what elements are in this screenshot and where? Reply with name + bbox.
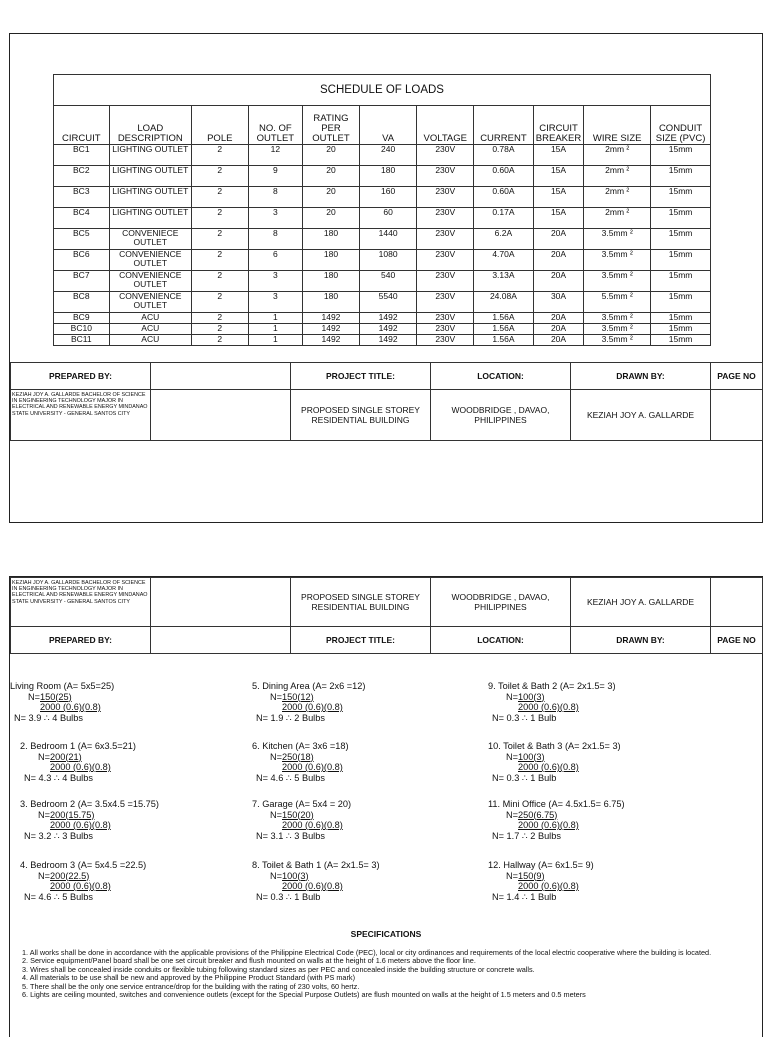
specification-item: 6. Lights are ceiling mounted, switches and convenience outlets (except for the Special Purpose Outlets) are flush mounted on walls at the height of 1.5 meters and 0.5 meters: [22, 990, 586, 1000]
specification-item: 1. All works shall be done in accordance with the applicable provisions of the Philippine Electrical Code (PEC), local or city ordinances and requirements of the local electric cooperative where the building is located.: [22, 948, 712, 957]
calculation-denominator: 2000 (0.6)(0.8): [282, 702, 343, 712]
calculation-result: N= 3.2 ∴ 3 Bulbs: [24, 830, 93, 841]
calculation-result: N= 3.9 ∴ 4 Bulbs: [14, 712, 83, 723]
drawn-by-label: DRAWN BY:: [571, 627, 711, 654]
table-cell: BC3: [54, 187, 110, 208]
table-cell: 15mm: [651, 335, 711, 346]
table-cell: 3: [248, 208, 303, 229]
table-cell: ACU: [109, 313, 191, 324]
table-cell: 230V: [417, 166, 474, 187]
calculation-title: 8. Toilet & Bath 1 (A= 2x1.5= 3): [252, 860, 380, 870]
calculation-numerator: 250(18): [282, 751, 314, 762]
table-cell: BC4: [54, 208, 110, 229]
table-cell: 15A: [533, 166, 583, 187]
table-cell: 15mm: [651, 271, 711, 292]
calculation-title: 12. Hallway (A= 6x1.5= 9): [488, 860, 594, 870]
calculation-denominator: 2000 (0.6)(0.8): [518, 702, 579, 712]
table-cell: CONVENIENCE OUTLET: [109, 271, 191, 292]
calculation-result: N= 0.3 ∴ 1 Bulb: [492, 712, 557, 723]
table-cell: BC7: [54, 271, 110, 292]
table-cell: 0.60A: [474, 166, 534, 187]
table-cell: 3.5mm ²: [584, 313, 651, 324]
drawn-by: KEZIAH JOY A. GALLARDE: [571, 390, 711, 441]
table-cell: 15mm: [651, 208, 711, 229]
calculation-numerator-line: N=250(6.75): [506, 809, 558, 820]
column-header: WIRE SIZE: [584, 106, 651, 145]
table-cell: 2: [191, 187, 248, 208]
location: WOODBRIDGE , DAVAO, PHILIPPINES: [431, 390, 571, 441]
table-row: [54, 208, 711, 229]
table-cell: 2: [191, 145, 248, 166]
table-cell: 20A: [533, 335, 583, 346]
table-cell: 1492: [303, 324, 360, 335]
table-cell: 1492: [303, 335, 360, 346]
table-cell: 2: [191, 208, 248, 229]
title-block-2: [10, 577, 763, 654]
table-cell: 1492: [359, 313, 417, 324]
calculation-sheet: [9, 576, 763, 1037]
calculation-result: N= 3.1 ∴ 3 Bulbs: [256, 830, 325, 841]
specification-item: 2. Service equipment/Panel board shall be one set circuit breaker and flush mounted on walls at the height of 1.6 meters above the floor line.: [22, 956, 476, 966]
location: WOODBRIDGE , DAVAO, PHILIPPINES: [431, 578, 571, 627]
calculation-title: 6. Kitchen (A= 3x6 =18): [252, 741, 349, 751]
table-cell: 5.5mm ²: [584, 292, 651, 313]
table-cell: 3.5mm ²: [584, 324, 651, 335]
drawn-by-label: DRAWN BY:: [571, 363, 711, 390]
table-cell: 15mm: [651, 313, 711, 324]
table-row: [54, 313, 711, 324]
specification-item: 5. There shall be the only one service entrance/drop for the building with the rating of 230 volts, 60 hertz.: [22, 981, 360, 991]
page-no: [711, 578, 763, 627]
column-header: VA: [359, 106, 417, 145]
table-cell: 20: [303, 187, 360, 208]
column-header: CIRCUIT BREAKER: [533, 106, 583, 145]
table-cell: BC2: [54, 166, 110, 187]
table-cell: LIGHTING OUTLET: [109, 166, 191, 187]
calculation-block: [252, 741, 349, 783]
calculation-denominator: 2000 (0.6)(0.8): [50, 820, 111, 830]
table-row: [54, 292, 711, 313]
table-cell: 24.08A: [474, 292, 534, 313]
calculation-result: N= 0.3 ∴ 1 Bulb: [256, 891, 321, 902]
table-cell: 9: [248, 166, 303, 187]
schedule-title: SCHEDULE OF LOADS: [54, 75, 711, 106]
column-header: CONDUIT SIZE (PVC): [651, 106, 711, 145]
table-cell: 20: [303, 145, 360, 166]
table-cell: 15mm: [651, 324, 711, 335]
calculation-numerator-line: N=100(3): [506, 691, 545, 702]
project-title-label: PROJECT TITLE:: [291, 627, 431, 654]
table-cell: 2: [191, 313, 248, 324]
table-cell: CONVENIENCE OUTLET: [109, 292, 191, 313]
calculation-denominator: 2000 (0.6)(0.8): [50, 762, 111, 772]
table-cell: 15A: [533, 208, 583, 229]
table-cell: 0.17A: [474, 208, 534, 229]
table-cell: 20A: [533, 250, 583, 271]
specifications-title: SPECIFICATIONS: [350, 929, 422, 939]
table-cell: 0.60A: [474, 187, 534, 208]
calculation-denominator: 2000 (0.6)(0.8): [518, 881, 579, 891]
table-cell: 6: [248, 250, 303, 271]
project-title: PROPOSED SINGLE STOREY RESIDENTIAL BUILDING: [291, 578, 431, 627]
preparer-info: KEZIAH JOY A. GALLARDE BACHELOR OF SCIENCE IN ENGINEERING TECHNOLOGY MAJOR IN ELECTRICAL AND RENEWABLE ENERGY MINDANAO STATE UNIVERSITY - GENERAL SANTOS CITY: [11, 390, 151, 441]
calculation-result: N= 1.9 ∴ 2 Bulbs: [256, 712, 325, 723]
table-cell: 2: [191, 166, 248, 187]
table-cell: 160: [359, 187, 417, 208]
table-row: [54, 166, 711, 187]
calculation-numerator-line: N=100(3): [270, 870, 309, 881]
location-label: LOCATION:: [431, 627, 571, 654]
table-cell: 240: [359, 145, 417, 166]
table-row: [54, 335, 711, 346]
table-cell: 3.13A: [474, 271, 534, 292]
table-cell: 3: [248, 271, 303, 292]
column-header: NO. OF OUTLET: [248, 106, 303, 145]
table-cell: 230V: [417, 324, 474, 335]
calculation-block: [252, 860, 380, 902]
calculation-numerator-line: N=100(3): [506, 751, 545, 762]
schedule-of-loads-table: [53, 74, 711, 346]
table-cell: 5540: [359, 292, 417, 313]
table-cell: 60: [359, 208, 417, 229]
calculation-title: 7. Garage (A= 5x4 = 20): [252, 799, 352, 809]
calculation-numerator-line: N=150(12): [270, 691, 314, 702]
table-cell: LIGHTING OUTLET: [109, 208, 191, 229]
table-cell: 230V: [417, 208, 474, 229]
column-header: VOLTAGE: [417, 106, 474, 145]
table-cell: BC9: [54, 313, 110, 324]
table-cell: BC5: [54, 229, 110, 250]
table-cell: 2mm ²: [584, 208, 651, 229]
calculation-block: [252, 799, 351, 841]
calculation-numerator: 200(22.5): [50, 870, 90, 881]
table-cell: 230V: [417, 335, 474, 346]
table-cell: 20A: [533, 313, 583, 324]
table-cell: 12: [248, 145, 303, 166]
calculation-result: N= 4.6 ∴ 5 Bulbs: [24, 891, 93, 902]
header-row: [54, 106, 711, 145]
table-cell: 2: [191, 324, 248, 335]
table-cell: 20: [303, 208, 360, 229]
calculation-numerator: 250(6.75): [518, 809, 558, 820]
calculation-denominator: 2000 (0.6)(0.8): [518, 820, 579, 830]
table-cell: 15mm: [651, 292, 711, 313]
table-cell: 1492: [359, 335, 417, 346]
calculation-denominator: 2000 (0.6)(0.8): [282, 881, 343, 891]
table-cell: BC8: [54, 292, 110, 313]
table-cell: BC10: [54, 324, 110, 335]
calculation-title: 5. Dining Area (A= 2x6 =12): [252, 681, 366, 691]
table-cell: 180: [359, 166, 417, 187]
calculation-denominator: 2000 (0.6)(0.8): [518, 762, 579, 772]
table-cell: 4.70A: [474, 250, 534, 271]
column-header: CURRENT: [474, 106, 534, 145]
table-cell: 15mm: [651, 145, 711, 166]
calculation-numerator: 100(3): [518, 751, 545, 762]
calculation-numerator-line: N=150(25): [28, 691, 72, 702]
table-cell: 540: [359, 271, 417, 292]
calculation-numerator-line: N=250(18): [270, 751, 314, 762]
page-no-label: PAGE NO: [711, 363, 763, 390]
table-cell: 15mm: [651, 187, 711, 208]
table-cell: 8: [248, 229, 303, 250]
title-block-1: [10, 362, 763, 441]
table-cell: LIGHTING OUTLET: [109, 187, 191, 208]
table-cell: 20A: [533, 229, 583, 250]
calculation-numerator: 100(3): [518, 691, 545, 702]
calculation-result: N= 0.3 ∴ 1 Bulb: [492, 772, 557, 783]
table-cell: ACU: [109, 335, 191, 346]
table-cell: 230V: [417, 292, 474, 313]
table-cell: 230V: [417, 187, 474, 208]
table-cell: 3.5mm ²: [584, 335, 651, 346]
schedule-sheet: [9, 33, 763, 523]
table-cell: 15A: [533, 145, 583, 166]
table-cell: 2mm ²: [584, 166, 651, 187]
specification-item: 4. All materials to be use shall be new and approved by the Philippine Product Standard (with PS mark): [22, 973, 356, 983]
table-row: [54, 145, 711, 166]
project-title-label: PROJECT TITLE:: [291, 363, 431, 390]
column-header: CIRCUIT: [54, 106, 110, 145]
table-cell: 1.56A: [474, 313, 534, 324]
table-cell: 6.2A: [474, 229, 534, 250]
calculation-denominator: 2000 (0.6)(0.8): [50, 881, 111, 891]
table-cell: 1.56A: [474, 324, 534, 335]
table-cell: 2: [191, 229, 248, 250]
table-cell: 3.5mm ²: [584, 271, 651, 292]
calculation-block: [488, 799, 625, 841]
table-row: [54, 229, 711, 250]
table-cell: 0.78A: [474, 145, 534, 166]
table-cell: ACU: [109, 324, 191, 335]
column-header: RATING PER OUTLET: [303, 106, 360, 145]
calculation-block: [20, 860, 146, 902]
table-cell: 15mm: [651, 166, 711, 187]
calculation-result: N= 1.4 ∴ 1 Bulb: [492, 891, 557, 902]
blank-cell: [151, 627, 291, 654]
table-cell: 230V: [417, 250, 474, 271]
calculation-block: [20, 741, 136, 783]
table-cell: 3.5mm ²: [584, 229, 651, 250]
table-cell: 20A: [533, 271, 583, 292]
calculation-numerator-line: N=150(20): [270, 809, 314, 820]
table-cell: 230V: [417, 229, 474, 250]
calculation-denominator: 2000 (0.6)(0.8): [282, 820, 343, 830]
project-title: PROPOSED SINGLE STOREY RESIDENTIAL BUILDING: [291, 390, 431, 441]
table-cell: 3.5mm ²: [584, 250, 651, 271]
calculation-numerator-line: N=200(15.75): [38, 809, 95, 820]
prepared-by-label: PREPARED BY:: [11, 363, 151, 390]
calculation-numerator-line: N=200(21): [38, 751, 82, 762]
calculation-numerator: 150(9): [518, 870, 545, 881]
calculation-numerator: 150(20): [282, 809, 314, 820]
table-cell: 2: [191, 271, 248, 292]
table-cell: 15A: [533, 187, 583, 208]
table-cell: CONVENIECE OUTLET: [109, 229, 191, 250]
calculation-denominator: 2000 (0.6)(0.8): [282, 762, 343, 772]
table-cell: 1: [248, 324, 303, 335]
table-cell: 20: [303, 166, 360, 187]
calculation-numerator: 200(21): [50, 751, 82, 762]
calculation-title: Living Room (A= 5x5=25): [10, 681, 115, 691]
table-cell: 30A: [533, 292, 583, 313]
prepared-by-label: PREPARED BY:: [11, 627, 151, 654]
table-cell: 20A: [533, 324, 583, 335]
blank-cell: [151, 390, 291, 441]
table-cell: 180: [303, 292, 360, 313]
table-cell: 2mm ²: [584, 145, 651, 166]
table-cell: 1.56A: [474, 335, 534, 346]
page-no: [711, 390, 763, 441]
table-cell: 230V: [417, 313, 474, 324]
blank-cell: [151, 363, 291, 390]
calculation-title: 10. Toilet & Bath 3 (A= 2x1.5= 3): [488, 741, 621, 751]
table-cell: 8: [248, 187, 303, 208]
calculation-title: 4. Bedroom 3 (A= 5x4.5 =22.5): [20, 860, 147, 870]
calculation-block: [252, 681, 365, 723]
table-row: [54, 324, 711, 335]
calculation-numerator: 150(25): [40, 691, 72, 702]
calculation-block: [488, 741, 621, 783]
table-cell: 1440: [359, 229, 417, 250]
calculation-denominator: 2000 (0.6)(0.8): [40, 702, 101, 712]
preparer-info: KEZIAH JOY A. GALLARDE BACHELOR OF SCIENCE IN ENGINEERING TECHNOLOGY MAJOR IN ELECTRICAL AND RENEWABLE ENERGY MINDANAO STATE UNIVERSITY - GENERAL SANTOS CITY: [11, 578, 151, 627]
table-cell: 1492: [359, 324, 417, 335]
table-cell: 180: [303, 250, 360, 271]
location-label: LOCATION:: [431, 363, 571, 390]
calculation-numerator: 100(3): [282, 870, 309, 881]
calculation-block: [488, 681, 616, 723]
calculation-result: N= 4.3 ∴ 4 Bulbs: [24, 772, 93, 783]
table-cell: BC1: [54, 145, 110, 166]
calculation-numerator: 200(15.75): [50, 809, 95, 820]
table-cell: 1080: [359, 250, 417, 271]
table-cell: LIGHTING OUTLET: [109, 145, 191, 166]
table-cell: 180: [303, 229, 360, 250]
table-row: [54, 271, 711, 292]
calculation-title: 11. Mini Office (A= 4.5x1.5= 6.75): [488, 799, 625, 809]
table-cell: 2: [191, 250, 248, 271]
column-header: POLE: [191, 106, 248, 145]
table-cell: BC11: [54, 335, 110, 346]
table-cell: CONVENIENCE OUTLET: [109, 250, 191, 271]
table-cell: 15mm: [651, 229, 711, 250]
table-cell: 2: [191, 292, 248, 313]
specification-item: 3. Wires shall be concealed inside conduits or flexible tubing following standard sizes as per PEC and concealed inside the building structure or concrete walls.: [22, 964, 535, 974]
calculation-numerator: 150(12): [282, 691, 314, 702]
table-cell: 1: [248, 313, 303, 324]
table-cell: 2mm ²: [584, 187, 651, 208]
table-cell: 180: [303, 271, 360, 292]
table-cell: 15mm: [651, 250, 711, 271]
calculation-block: [20, 799, 159, 841]
table-cell: BC6: [54, 250, 110, 271]
table-row: [54, 187, 711, 208]
calculation-numerator-line: N=200(22.5): [38, 870, 90, 881]
table-cell: 230V: [417, 145, 474, 166]
calculation-block: [488, 860, 594, 902]
table-cell: 1: [248, 335, 303, 346]
schedule-body: [54, 145, 711, 346]
page-no-label: PAGE NO: [711, 627, 763, 654]
calculation-block: [10, 681, 114, 723]
table-row: [54, 250, 711, 271]
table-cell: 2: [191, 335, 248, 346]
table-cell: 230V: [417, 271, 474, 292]
table-cell: 3: [248, 292, 303, 313]
column-header: LOAD DESCRIPTION: [109, 106, 191, 145]
calculation-result: N= 1.7 ∴ 2 Bulbs: [492, 830, 561, 841]
drawn-by: KEZIAH JOY A. GALLARDE: [571, 578, 711, 627]
table-cell: 1492: [303, 313, 360, 324]
calculation-title: 3. Bedroom 2 (A= 3.5x4.5 =15.75): [20, 799, 159, 809]
calculation-numerator-line: N=150(9): [506, 870, 545, 881]
specifications-list: [22, 949, 747, 999]
calculation-title: 2. Bedroom 1 (A= 6x3.5=21): [20, 741, 136, 751]
blank-cell: [151, 578, 291, 627]
calculation-result: N= 4.6 ∴ 5 Bulbs: [256, 772, 325, 783]
calculation-title: 9. Toilet & Bath 2 (A= 2x1.5= 3): [488, 681, 616, 691]
